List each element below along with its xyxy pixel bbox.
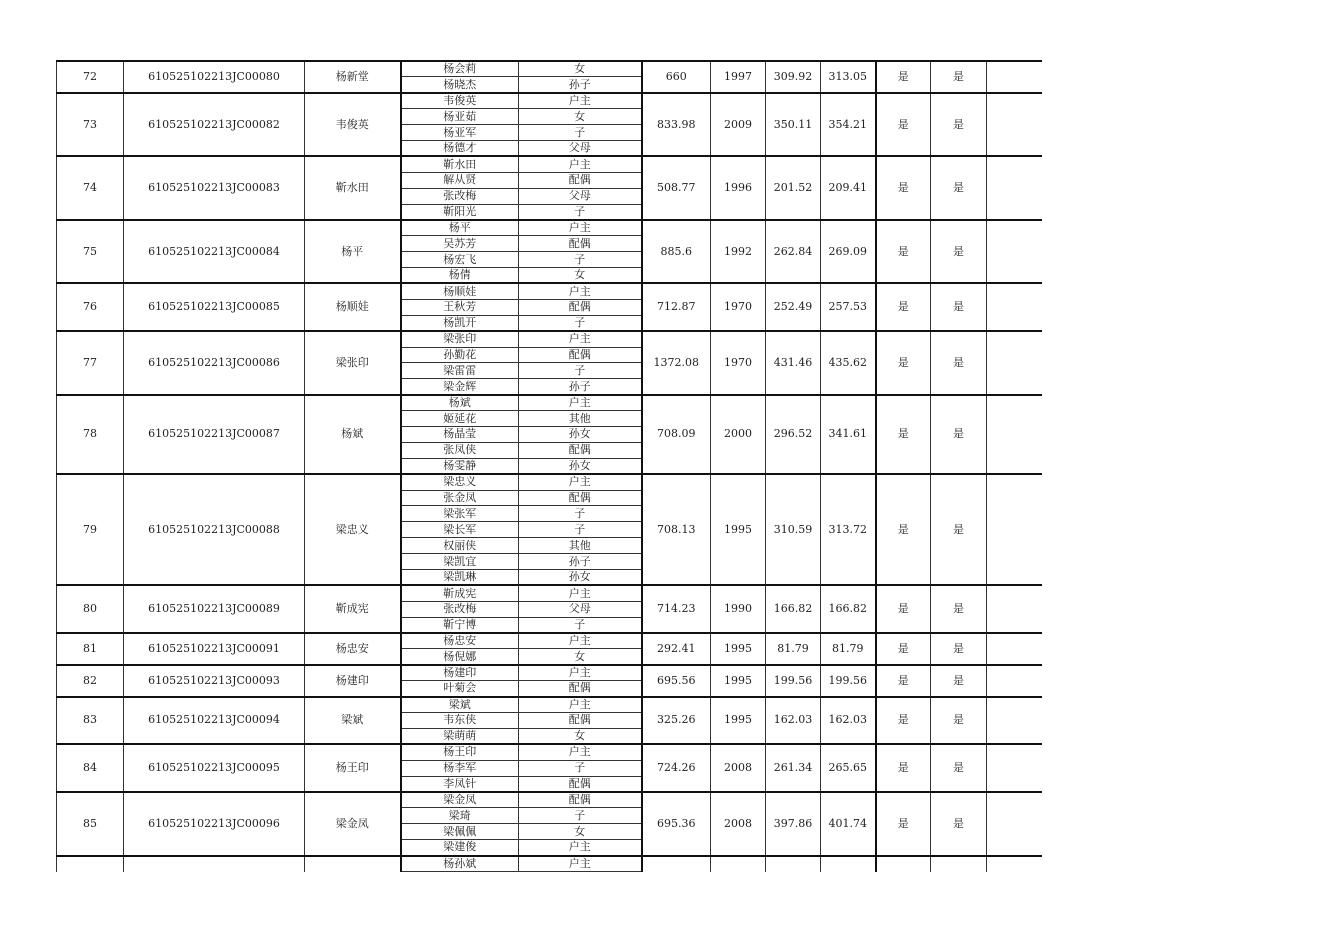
table-row (57, 792, 1043, 808)
confirm-2-cell[interactable]: 是 (931, 395, 987, 474)
confirm-2-cell[interactable]: 是 (931, 156, 987, 220)
serial-number-cell[interactable]: 76 (57, 283, 124, 331)
member-name-cell[interactable]: 杨倩 (401, 268, 519, 284)
member-relation-cell[interactable]: 子 (519, 315, 642, 331)
household-code-cell[interactable]: 610525102213JC00089 (124, 585, 305, 633)
value-2-cell[interactable]: 265.65 (821, 744, 876, 792)
member-relation-cell[interactable]: 户主 (519, 283, 642, 299)
household-head-cell[interactable]: 梁斌 (305, 697, 401, 745)
member-relation-cell[interactable]: 配偶 (519, 681, 642, 697)
remark-cell[interactable] (987, 156, 1043, 220)
member-name-cell[interactable] (401, 871, 519, 872)
member-name-cell[interactable]: 杨建印 (401, 665, 519, 681)
confirm-1-cell[interactable]: 是 (876, 792, 931, 856)
household-head-cell[interactable]: 杨建印 (305, 665, 401, 697)
household-code-cell[interactable]: 610525102213JC00096 (124, 792, 305, 856)
confirm-1-cell[interactable]: 是 (876, 744, 931, 792)
member-relation-cell[interactable] (519, 871, 642, 872)
member-relation-cell[interactable]: 配偶 (519, 442, 642, 458)
member-relation-cell[interactable]: 户主 (519, 220, 642, 236)
confirm-2-cell[interactable]: 是 (931, 331, 987, 395)
member-relation-cell[interactable]: 女 (519, 824, 642, 840)
value-1-cell[interactable]: 310.59 (766, 474, 821, 585)
table-row (57, 856, 1043, 872)
confirm-1-cell[interactable]: 是 (876, 585, 931, 633)
member-relation-cell[interactable]: 孙子 (519, 77, 642, 93)
household-head-cell[interactable]: 靳成宪 (305, 585, 401, 633)
member-relation-cell[interactable]: 父母 (519, 601, 642, 617)
serial-number-cell[interactable]: 82 (57, 665, 124, 697)
member-name-cell[interactable]: 李凤针 (401, 776, 519, 792)
value-2-cell[interactable]: 199.56 (821, 665, 876, 697)
serial-number-cell[interactable]: 80 (57, 585, 124, 633)
member-relation-cell[interactable]: 子 (519, 204, 642, 220)
household-head-cell[interactable]: 梁张印 (305, 331, 401, 395)
household-code-cell[interactable]: 610525102213JC00095 (124, 744, 305, 792)
household-code-cell[interactable]: 610525102213JC00087 (124, 395, 305, 474)
member-relation-cell[interactable]: 户主 (519, 474, 642, 490)
confirm-1-cell[interactable]: 是 (876, 156, 931, 220)
member-relation-cell[interactable]: 配偶 (519, 713, 642, 729)
remark-cell[interactable] (987, 283, 1043, 331)
member-name-cell[interactable]: 梁琦 (401, 808, 519, 824)
value-1-cell[interactable] (766, 856, 821, 872)
area-cell[interactable] (642, 856, 711, 872)
member-name-cell[interactable]: 梁长军 (401, 522, 519, 538)
member-relation-cell[interactable]: 户主 (519, 585, 642, 601)
member-name-cell[interactable]: 王秋芳 (401, 299, 519, 315)
member-relation-cell[interactable]: 其他 (519, 411, 642, 427)
year-cell[interactable]: 1995 (711, 665, 766, 697)
member-name-cell[interactable]: 杨平 (401, 220, 519, 236)
member-name-cell[interactable]: 杨凯开 (401, 315, 519, 331)
household-head-cell[interactable]: 韦俊英 (305, 93, 401, 157)
area-cell[interactable]: 292.41 (642, 633, 711, 665)
member-relation-cell[interactable]: 配偶 (519, 776, 642, 792)
serial-number-cell[interactable]: 79 (57, 474, 124, 585)
household-code-cell[interactable]: 610525102213JC00080 (124, 61, 305, 93)
member-relation-cell[interactable]: 父母 (519, 188, 642, 204)
table-row (57, 156, 1043, 172)
value-2-cell[interactable]: 313.05 (821, 61, 876, 93)
household-code-cell[interactable]: 610525102213JC00088 (124, 474, 305, 585)
member-relation-cell[interactable]: 女 (519, 61, 642, 77)
confirm-1-cell[interactable]: 是 (876, 283, 931, 331)
serial-number-cell[interactable]: 85 (57, 792, 124, 856)
member-relation-cell[interactable]: 父母 (519, 140, 642, 156)
table-row (57, 331, 1043, 347)
member-relation-cell[interactable]: 户主 (519, 840, 642, 856)
member-relation-cell[interactable]: 女 (519, 649, 642, 665)
household-head-cell[interactable]: 靳水田 (305, 156, 401, 220)
member-relation-cell[interactable]: 子 (519, 125, 642, 141)
area-cell[interactable]: 712.87 (642, 283, 711, 331)
member-name-cell[interactable]: 靳阳光 (401, 204, 519, 220)
area-cell[interactable]: 885.6 (642, 220, 711, 284)
member-relation-cell[interactable]: 户主 (519, 633, 642, 649)
confirm-1-cell[interactable]: 是 (876, 633, 931, 665)
member-relation-cell[interactable]: 子 (519, 760, 642, 776)
value-2-cell[interactable]: 81.79 (821, 633, 876, 665)
member-relation-cell[interactable]: 孙子 (519, 554, 642, 570)
member-name-cell[interactable]: 杨会莉 (401, 61, 519, 77)
member-name-cell[interactable]: 韦俊英 (401, 93, 519, 109)
area-cell[interactable]: 714.23 (642, 585, 711, 633)
household-code-cell[interactable]: 610525102213JC00091 (124, 633, 305, 665)
remark-cell[interactable] (987, 792, 1043, 856)
value-2-cell[interactable]: 166.82 (821, 585, 876, 633)
confirm-2-cell[interactable]: 是 (931, 633, 987, 665)
year-cell[interactable]: 1996 (711, 156, 766, 220)
confirm-2-cell[interactable]: 是 (931, 792, 987, 856)
value-1-cell[interactable]: 397.86 (766, 792, 821, 856)
member-name-cell[interactable]: 杨宏飞 (401, 252, 519, 268)
household-head-cell[interactable]: 杨新堂 (305, 61, 401, 93)
confirm-1-cell[interactable]: 是 (876, 93, 931, 157)
confirm-2-cell[interactable]: 是 (931, 697, 987, 745)
area-cell[interactable]: 833.98 (642, 93, 711, 157)
member-name-cell[interactable]: 杨亚军 (401, 125, 519, 141)
household-head-cell[interactable]: 梁金凤 (305, 792, 401, 856)
table-row (57, 633, 1043, 649)
remark-cell[interactable] (987, 61, 1043, 93)
table-row (57, 744, 1043, 760)
member-name-cell[interactable]: 孙勤花 (401, 347, 519, 363)
value-2-cell[interactable] (821, 856, 876, 872)
member-relation-cell[interactable]: 配偶 (519, 490, 642, 506)
remark-cell[interactable] (987, 665, 1043, 697)
member-name-cell[interactable]: 梁建俊 (401, 840, 519, 856)
value-1-cell[interactable]: 201.52 (766, 156, 821, 220)
member-name-cell[interactable]: 张改梅 (401, 601, 519, 617)
confirm-2-cell[interactable]: 是 (931, 665, 987, 697)
member-relation-cell[interactable]: 女 (519, 728, 642, 744)
member-relation-cell[interactable]: 孙女 (519, 426, 642, 442)
household-head-cell[interactable]: 杨忠安 (305, 633, 401, 665)
value-1-cell[interactable]: 309.92 (766, 61, 821, 93)
serial-number-cell[interactable]: 72 (57, 61, 124, 93)
serial-number-cell[interactable]: 84 (57, 744, 124, 792)
value-2-cell[interactable]: 257.53 (821, 283, 876, 331)
confirm-2-cell[interactable]: 是 (931, 283, 987, 331)
area-cell[interactable]: 695.56 (642, 665, 711, 697)
member-name-cell[interactable]: 杨顺娃 (401, 283, 519, 299)
member-name-cell[interactable]: 姬延花 (401, 411, 519, 427)
year-cell[interactable]: 1992 (711, 220, 766, 284)
member-name-cell[interactable]: 梁张印 (401, 331, 519, 347)
remark-cell[interactable] (987, 474, 1043, 585)
confirm-2-cell[interactable]: 是 (931, 61, 987, 93)
member-name-cell[interactable]: 杨斌 (401, 395, 519, 411)
member-relation-cell[interactable]: 户主 (519, 395, 642, 411)
member-relation-cell[interactable]: 女 (519, 268, 642, 284)
spreadsheet (56, 60, 1042, 872)
member-relation-cell[interactable]: 孙女 (519, 570, 642, 586)
member-relation-cell[interactable]: 子 (519, 363, 642, 379)
confirm-2-cell[interactable]: 是 (931, 585, 987, 633)
serial-number-cell[interactable]: 77 (57, 331, 124, 395)
member-name-cell[interactable]: 梁斌 (401, 697, 519, 713)
serial-number-cell[interactable]: 83 (57, 697, 124, 745)
member-name-cell[interactable]: 杨晶莹 (401, 426, 519, 442)
remark-cell[interactable] (987, 697, 1043, 745)
serial-number-cell[interactable] (57, 856, 124, 872)
member-name-cell[interactable]: 靳宁博 (401, 617, 519, 633)
member-name-cell[interactable]: 杨孙斌 (401, 856, 519, 872)
member-name-cell[interactable]: 靳水田 (401, 156, 519, 172)
serial-number-cell[interactable]: 74 (57, 156, 124, 220)
remark-cell[interactable] (987, 744, 1043, 792)
member-name-cell[interactable]: 梁佩佩 (401, 824, 519, 840)
member-name-cell[interactable]: 张改梅 (401, 188, 519, 204)
member-relation-cell[interactable]: 户主 (519, 156, 642, 172)
value-1-cell[interactable]: 431.46 (766, 331, 821, 395)
household-code-cell[interactable] (124, 856, 305, 872)
household-head-cell[interactable]: 杨王印 (305, 744, 401, 792)
household-head-cell[interactable]: 梁忠义 (305, 474, 401, 585)
member-name-cell[interactable]: 梁张军 (401, 506, 519, 522)
member-name-cell[interactable]: 杨李军 (401, 760, 519, 776)
confirm-2-cell[interactable]: 是 (931, 93, 987, 157)
member-name-cell[interactable]: 梁雷雷 (401, 363, 519, 379)
member-name-cell[interactable]: 叶菊会 (401, 681, 519, 697)
member-name-cell[interactable]: 杨德才 (401, 140, 519, 156)
confirm-2-cell[interactable]: 是 (931, 474, 987, 585)
remark-cell[interactable] (987, 585, 1043, 633)
household-head-cell[interactable]: 杨顺娃 (305, 283, 401, 331)
member-name-cell[interactable]: 杨雯静 (401, 458, 519, 474)
confirm-1-cell[interactable]: 是 (876, 665, 931, 697)
member-name-cell[interactable]: 杨王印 (401, 744, 519, 760)
member-relation-cell[interactable]: 子 (519, 808, 642, 824)
table-row (57, 665, 1043, 681)
area-cell[interactable]: 708.09 (642, 395, 711, 474)
table-row (57, 283, 1043, 299)
value-1-cell[interactable]: 261.34 (766, 744, 821, 792)
year-cell[interactable]: 1995 (711, 633, 766, 665)
member-name-cell[interactable]: 权丽侠 (401, 538, 519, 554)
member-relation-cell[interactable]: 孙女 (519, 458, 642, 474)
member-relation-cell[interactable]: 户主 (519, 93, 642, 109)
member-name-cell[interactable]: 吴苏芳 (401, 236, 519, 252)
confirm-1-cell[interactable]: 是 (876, 61, 931, 93)
table-row (57, 220, 1043, 236)
confirm-1-cell[interactable]: 是 (876, 474, 931, 585)
value-1-cell[interactable]: 166.82 (766, 585, 821, 633)
household-head-cell[interactable]: 杨平 (305, 220, 401, 284)
remark-cell[interactable] (987, 395, 1043, 474)
member-relation-cell[interactable]: 配偶 (519, 236, 642, 252)
value-1-cell[interactable]: 350.11 (766, 93, 821, 157)
member-name-cell[interactable]: 杨晓杰 (401, 77, 519, 93)
area-cell[interactable]: 695.36 (642, 792, 711, 856)
value-2-cell[interactable]: 162.03 (821, 697, 876, 745)
confirm-1-cell[interactable]: 是 (876, 697, 931, 745)
member-relation-cell[interactable]: 户主 (519, 697, 642, 713)
member-name-cell[interactable]: 张金凤 (401, 490, 519, 506)
member-relation-cell[interactable]: 配偶 (519, 299, 642, 315)
member-relation-cell[interactable]: 户主 (519, 331, 642, 347)
member-relation-cell[interactable]: 子 (519, 522, 642, 538)
member-relation-cell[interactable]: 户主 (519, 665, 642, 681)
year-cell[interactable]: 1990 (711, 585, 766, 633)
area-cell[interactable]: 325.26 (642, 697, 711, 745)
confirm-2-cell[interactable]: 是 (931, 744, 987, 792)
member-relation-cell[interactable]: 配偶 (519, 172, 642, 188)
value-2-cell[interactable]: 209.41 (821, 156, 876, 220)
household-code-cell[interactable]: 610525102213JC00084 (124, 220, 305, 284)
member-name-cell[interactable]: 梁凯宜 (401, 554, 519, 570)
household-code-cell[interactable]: 610525102213JC00083 (124, 156, 305, 220)
member-name-cell[interactable]: 靳成宪 (401, 585, 519, 601)
year-cell[interactable]: 2000 (711, 395, 766, 474)
household-code-cell[interactable]: 610525102213JC00082 (124, 93, 305, 157)
member-name-cell[interactable]: 梁萌萌 (401, 728, 519, 744)
value-2-cell[interactable]: 435.62 (821, 331, 876, 395)
member-name-cell[interactable]: 张凤侠 (401, 442, 519, 458)
member-relation-cell[interactable]: 其他 (519, 538, 642, 554)
remark-cell[interactable] (987, 331, 1043, 395)
member-name-cell[interactable]: 杨亚茹 (401, 109, 519, 125)
household-code-cell[interactable]: 610525102213JC00093 (124, 665, 305, 697)
value-2-cell[interactable]: 313.72 (821, 474, 876, 585)
year-cell[interactable]: 1970 (711, 331, 766, 395)
value-2-cell[interactable]: 401.74 (821, 792, 876, 856)
household-head-cell[interactable]: 杨斌 (305, 395, 401, 474)
member-relation-cell[interactable]: 子 (519, 506, 642, 522)
confirm-1-cell[interactable]: 是 (876, 331, 931, 395)
year-cell[interactable] (711, 856, 766, 872)
value-1-cell[interactable]: 296.52 (766, 395, 821, 474)
area-cell[interactable]: 508.77 (642, 156, 711, 220)
household-code-cell[interactable]: 610525102213JC00086 (124, 331, 305, 395)
member-name-cell[interactable]: 解从贤 (401, 172, 519, 188)
member-name-cell[interactable]: 梁忠义 (401, 474, 519, 490)
value-1-cell[interactable]: 81.79 (766, 633, 821, 665)
confirm-2-cell[interactable]: 是 (931, 220, 987, 284)
value-1-cell[interactable]: 199.56 (766, 665, 821, 697)
remark-cell[interactable] (987, 220, 1043, 284)
serial-number-cell[interactable]: 81 (57, 633, 124, 665)
table-row (57, 395, 1043, 411)
table-row (57, 93, 1043, 109)
household-code-cell[interactable]: 610525102213JC00085 (124, 283, 305, 331)
remark-cell[interactable] (987, 856, 1043, 872)
remark-cell[interactable] (987, 633, 1043, 665)
member-relation-cell[interactable]: 女 (519, 109, 642, 125)
table-row (57, 585, 1043, 601)
member-relation-cell[interactable]: 孙子 (519, 379, 642, 395)
year-cell[interactable]: 1970 (711, 283, 766, 331)
year-cell[interactable]: 1997 (711, 61, 766, 93)
area-cell[interactable]: 708.13 (642, 474, 711, 585)
year-cell[interactable]: 1995 (711, 697, 766, 745)
year-cell[interactable]: 2009 (711, 93, 766, 157)
year-cell[interactable]: 1995 (711, 474, 766, 585)
member-name-cell[interactable]: 杨倪娜 (401, 649, 519, 665)
serial-number-cell[interactable]: 78 (57, 395, 124, 474)
remark-cell[interactable] (987, 93, 1043, 157)
confirm-1-cell[interactable]: 是 (876, 220, 931, 284)
value-1-cell[interactable]: 262.84 (766, 220, 821, 284)
member-name-cell[interactable]: 杨忠安 (401, 633, 519, 649)
area-cell[interactable]: 1372.08 (642, 331, 711, 395)
value-2-cell[interactable]: 354.21 (821, 93, 876, 157)
member-name-cell[interactable]: 梁金辉 (401, 379, 519, 395)
area-cell[interactable]: 724.26 (642, 744, 711, 792)
household-head-cell[interactable] (305, 856, 401, 872)
confirm-2-cell[interactable] (931, 856, 987, 872)
serial-number-cell[interactable]: 75 (57, 220, 124, 284)
table-row (57, 697, 1043, 713)
member-relation-cell[interactable]: 配偶 (519, 347, 642, 363)
year-cell[interactable]: 2008 (711, 744, 766, 792)
table-row (57, 61, 1043, 77)
serial-number-cell[interactable]: 73 (57, 93, 124, 157)
table-row (57, 474, 1043, 490)
member-name-cell[interactable]: 梁凯琳 (401, 570, 519, 586)
area-cell[interactable]: 660 (642, 61, 711, 93)
member-name-cell[interactable]: 韦东侠 (401, 713, 519, 729)
household-code-cell[interactable]: 610525102213JC00094 (124, 697, 305, 745)
member-relation-cell[interactable]: 配偶 (519, 792, 642, 808)
member-relation-cell[interactable]: 户主 (519, 856, 642, 872)
value-1-cell[interactable]: 252.49 (766, 283, 821, 331)
confirm-1-cell[interactable]: 是 (876, 395, 931, 474)
year-cell[interactable]: 2008 (711, 792, 766, 856)
member-relation-cell[interactable]: 户主 (519, 744, 642, 760)
value-2-cell[interactable]: 269.09 (821, 220, 876, 284)
member-relation-cell[interactable]: 子 (519, 617, 642, 633)
value-2-cell[interactable]: 341.61 (821, 395, 876, 474)
member-relation-cell[interactable]: 子 (519, 252, 642, 268)
member-name-cell[interactable]: 梁金凤 (401, 792, 519, 808)
confirm-1-cell[interactable] (876, 856, 931, 872)
value-1-cell[interactable]: 162.03 (766, 697, 821, 745)
household-table (56, 60, 1042, 872)
